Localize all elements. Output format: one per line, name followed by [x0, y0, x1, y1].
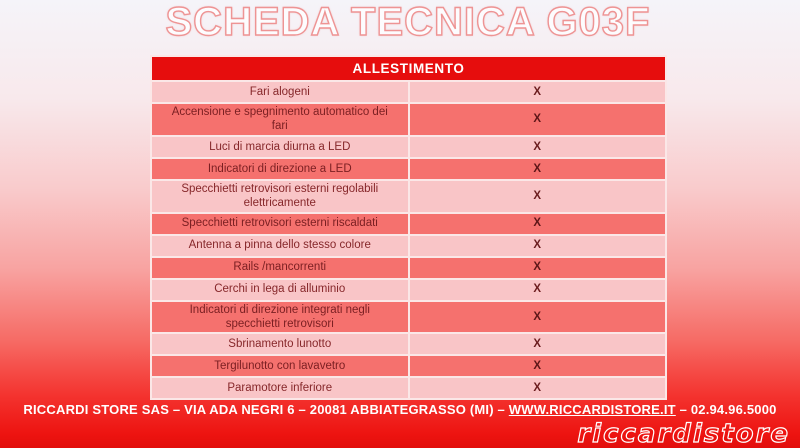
table-row: [152, 82, 665, 102]
table-row: [152, 378, 665, 398]
feature-value: X: [410, 82, 666, 102]
feature-value: X: [410, 258, 666, 278]
feature-label: Specchietti retrovisori esterni regolabili elettricamente: [152, 181, 408, 212]
feature-value: X: [410, 356, 666, 376]
feature-label: Paramotore inferiore: [152, 378, 408, 398]
table-row: [152, 214, 665, 234]
website-link[interactable]: WWW.RICCARDISTORE.IT: [508, 402, 676, 417]
table-row: [152, 280, 665, 300]
feature-label: Cerchi in lega di alluminio: [152, 280, 408, 300]
feature-value: X: [410, 159, 666, 179]
table-row: [152, 258, 665, 278]
footer-text-before: RICCARDI STORE SAS – VIA ADA NEGRI 6 – 20081 ABBIATEGRASSO (MI) –: [23, 402, 509, 417]
feature-value: X: [410, 334, 666, 354]
feature-value: X: [410, 137, 666, 157]
table-row: [152, 356, 665, 376]
table-row: [152, 181, 665, 212]
feature-label: Rails /mancorrenti: [152, 258, 408, 278]
table-row: [152, 137, 665, 157]
spec-table: [150, 55, 667, 400]
feature-value: X: [410, 104, 666, 135]
footer-contact-bar: [0, 402, 800, 417]
feature-value: X: [410, 181, 666, 212]
footer-text-after: – 02.94.96.5000: [675, 402, 777, 417]
feature-label: Antenna a pinna dello stesso colore: [152, 236, 408, 256]
feature-label: Luci di marcia diurna a LED: [152, 137, 408, 157]
brand-logo: riccardistore: [577, 419, 790, 448]
feature-label: Specchietti retrovisori esterni riscaldati: [152, 214, 408, 234]
page-title: SCHEDA TECNICA G03F: [165, 0, 651, 44]
feature-label: Indicatori di direzione integrati negli specchietti retrovisori: [152, 302, 408, 333]
spec-table-body: [152, 82, 665, 398]
table-row: [152, 159, 665, 179]
feature-value: X: [410, 280, 666, 300]
feature-value: X: [410, 236, 666, 256]
feature-value: X: [410, 214, 666, 234]
table-row: [152, 236, 665, 256]
feature-label: Sbrinamento lunotto: [152, 334, 408, 354]
table-header-allestimento: ALLESTIMENTO: [152, 57, 665, 80]
feature-value: X: [410, 302, 666, 333]
feature-label: Indicatori di direzione a LED: [152, 159, 408, 179]
feature-label: Accensione e spegnimento automatico dei fari: [152, 104, 408, 135]
feature-label: Tergilunotto con lavavetro: [152, 356, 408, 376]
feature-label: Fari alogeni: [152, 82, 408, 102]
table-row: [152, 104, 665, 135]
feature-value: X: [410, 378, 666, 398]
table-row: [152, 334, 665, 354]
table-row: [152, 302, 665, 333]
